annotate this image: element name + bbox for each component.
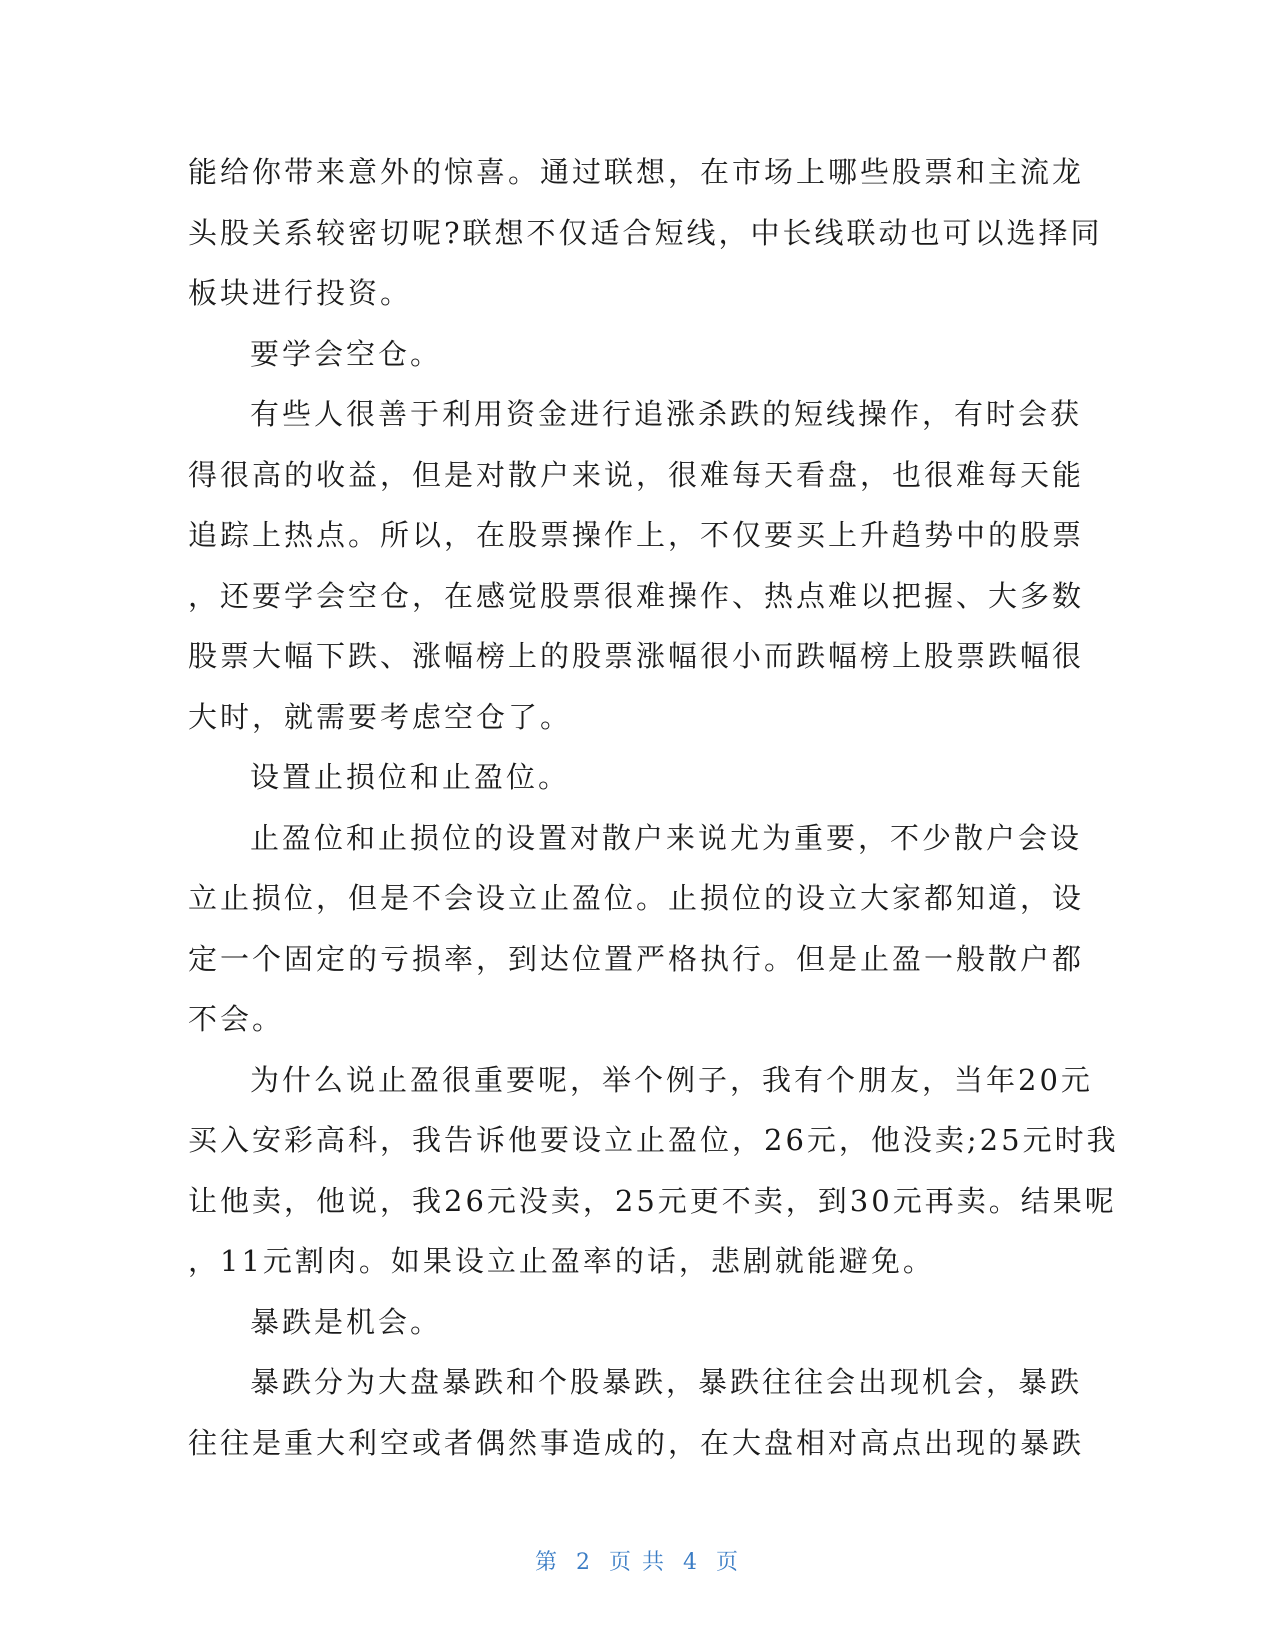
text-line: 板块进行投资。 (188, 276, 413, 310)
text-line: 能给你带来意外的惊喜。通过联想，在市场上哪些股票和主流龙 (188, 155, 1085, 189)
text-line: ，11元割肉。如果设立止盈率的话，悲剧就能避免。 (188, 1244, 935, 1278)
text-line: 不会。 (188, 1002, 285, 1036)
footer-suffix: 页 (716, 1550, 741, 1575)
total-pages-number: 4 (683, 1550, 699, 1575)
text-line: 定一个固定的亏损率，到达位置严格执行。但是止盈一般散户都 (188, 941, 1085, 976)
text-line: 止盈位和止损位的设置对散户来说尤为重要，不少散户会设 (250, 820, 1083, 855)
text-line: 有些人很善于利用资金进行追涨杀跌的短线操作，有时会获 (250, 397, 1083, 431)
footer-prefix: 第 (534, 1550, 559, 1575)
text-line: 暴跌分为大盘暴跌和个股暴跌，暴跌往往会出现机会，暴跌 (250, 1365, 1083, 1399)
text-line: 追踪上热点。所以，在股票操作上，不仅要买上升趋势中的股票 (188, 518, 1085, 552)
text-line: 得很高的收益，但是对散户来说，很难每天看盘，也很难每天能 (188, 457, 1085, 492)
text-line: 股票大幅下跌、涨幅榜上的股票涨幅很小而跌幅榜上股票跌幅很 (188, 639, 1085, 673)
current-page-number: 2 (576, 1550, 592, 1575)
text-line: 买入安彩高科，我告诉他要设立止盈位，26元，他没卖;25元时我 (188, 1123, 1119, 1157)
document-body (188, 142, 1119, 1473)
section-heading: 要学会空仓。 (250, 336, 443, 371)
text-line: 为什么说止盈很重要呢，举个例子，我有个朋友，当年20元 (250, 1062, 1093, 1097)
text-line: 立止损位，但是不会设立止盈位。止损位的设立大家都知道，设 (188, 881, 1085, 915)
section-heading: 设置止损位和止盈位。 (250, 760, 571, 794)
text-line: 让他卖，他说，我26元没卖，25元更不卖，到30元再卖。结果呢 (188, 1183, 1117, 1218)
page-footer (0, 1545, 1275, 1576)
text-line: 大时，就需要考虑空仓了。 (188, 699, 573, 734)
footer-middle: 页 共 (609, 1550, 666, 1575)
text-line: 头股关系较密切呢?联想不仅适合短线，中长线联动也可以选择同 (188, 215, 1103, 250)
text-line: ，还要学会空仓，在感觉股票很难操作、热点难以把握、大多数 (188, 578, 1085, 613)
section-heading: 暴跌是机会。 (250, 1304, 443, 1339)
text-line: 往往是重大利空或者偶然事造成的，在大盘相对高点出现的暴跌 (188, 1425, 1085, 1460)
